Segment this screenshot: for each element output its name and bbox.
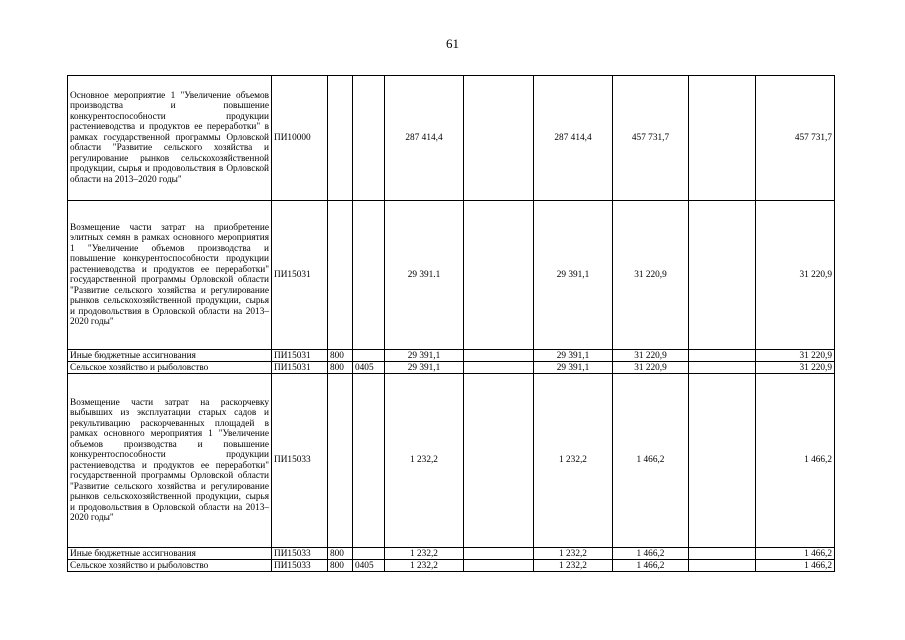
target-article-code: ПИ15031 — [272, 201, 328, 350]
page-number: 61 — [446, 36, 459, 51]
amount-cell: 1 466,2 — [756, 374, 835, 548]
row-name: Возмещение части затрат на раскорчевку выбывших из эксплуатации старых садов и рекультивацию раскорчеванных площадей в рамках основного мероприятия 1 "Увеличение объемов производства и повышение конкурентоспособности продукции растениеводства и продуктов ее переработки" государственной программы Орловской области "Развитие сельского хозяйства и регулирование рынков сельскохозяйственной продукции, сырья и продовольствия в Орловской области на 2013–2020 годы" — [68, 374, 272, 548]
section-code — [353, 548, 385, 560]
amount-cell: 31 220,9 — [613, 350, 689, 362]
amount-cell: 1 466,2 — [756, 548, 835, 560]
expense-type-code — [328, 201, 353, 350]
table-row — [68, 374, 835, 548]
target-article-code: ПИ15033 — [272, 374, 328, 548]
budget-table — [67, 75, 835, 572]
table-row — [68, 76, 835, 201]
amount-cell — [464, 362, 534, 374]
amount-cell: 1 232,2 — [385, 560, 464, 572]
amount-cell — [464, 548, 534, 560]
amount-cell: 1 466,2 — [756, 560, 835, 572]
table-row — [68, 560, 835, 572]
amount-cell: 31 220,9 — [613, 362, 689, 374]
amount-cell: 1 466,2 — [613, 548, 689, 560]
amount-cell: 29 391,1 — [385, 350, 464, 362]
amount-cell: 31 220,9 — [756, 201, 835, 350]
section-code — [353, 374, 385, 548]
expense-type-code: 800 — [328, 362, 353, 374]
amount-cell: 1 232,2 — [534, 548, 613, 560]
amount-cell: 29 391,1 — [534, 350, 613, 362]
expense-type-code: 800 — [328, 350, 353, 362]
amount-cell — [689, 350, 756, 362]
amount-cell: 457 731,7 — [756, 76, 835, 201]
section-code — [353, 350, 385, 362]
target-article-code: ПИ10000 — [272, 76, 328, 201]
amount-cell: 29 391,1 — [534, 201, 613, 350]
amount-cell — [464, 201, 534, 350]
amount-cell: 287 414,4 — [385, 76, 464, 201]
amount-cell: 31 220,9 — [756, 362, 835, 374]
row-name: Возмещение части затрат на приобретение элитных семян в рамках основного мероприятия 1 "Увеличение объемов производства и повышение конкурентоспособности продукции растениеводства и продуктов ее переработки" государственной программы Орловской области "Развитие сельского хозяйства и регулирование рынков сельскохозяйственной продукции, сырья и продовольствия в Орловской области на 2013–2020 годы" — [68, 201, 272, 350]
amount-cell — [464, 76, 534, 201]
expense-type-code — [328, 76, 353, 201]
amount-cell: 29 391,1 — [534, 362, 613, 374]
table-row — [68, 362, 835, 374]
row-name: Сельское хозяйство и рыболовство — [68, 362, 272, 374]
row-name: Основное мероприятие 1 "Увеличение объемов производства и повышение конкурентоспособности продукции растениеводства и продуктов ее переработки" в рамках государственной программы Орловской области "Развитие сельского хозяйства и регулирование рынков сельскохозяйственной продукции, сырья и продовольствия в Орловской области на 2013–2020 годы" — [68, 76, 272, 201]
amount-cell: 1 232,2 — [385, 548, 464, 560]
section-code — [353, 201, 385, 350]
target-article-code: ПИ15031 — [272, 362, 328, 374]
table-row — [68, 350, 835, 362]
section-code: 0405 — [353, 560, 385, 572]
amount-cell: 1 232,2 — [534, 374, 613, 548]
table-row — [68, 201, 835, 350]
amount-cell — [464, 560, 534, 572]
row-name: Иные бюджетные ассигнования — [68, 350, 272, 362]
section-code: 0405 — [353, 362, 385, 374]
amount-cell — [464, 374, 534, 548]
amount-cell: 287 414,4 — [534, 76, 613, 201]
table-row — [68, 548, 835, 560]
amount-cell — [689, 76, 756, 201]
row-name: Сельское хозяйство и рыболовство — [68, 560, 272, 572]
amount-cell — [689, 560, 756, 572]
amount-cell: 1 232,2 — [385, 374, 464, 548]
target-article-code: ПИ15031 — [272, 350, 328, 362]
amount-cell: 31 220,9 — [613, 201, 689, 350]
amount-cell — [689, 374, 756, 548]
amount-cell: 29 391,1 — [385, 362, 464, 374]
amount-cell: 457 731,7 — [613, 76, 689, 201]
amount-cell: 1 466,2 — [613, 560, 689, 572]
expense-type-code: 800 — [328, 548, 353, 560]
section-code — [353, 76, 385, 201]
amount-cell: 1 232,2 — [534, 560, 613, 572]
amount-cell — [689, 362, 756, 374]
expense-type-code — [328, 374, 353, 548]
amount-cell — [689, 201, 756, 350]
expense-type-code: 800 — [328, 560, 353, 572]
target-article-code: ПИ15033 — [272, 548, 328, 560]
row-name: Иные бюджетные ассигнования — [68, 548, 272, 560]
amount-cell: 29 391.1 — [385, 201, 464, 350]
amount-cell — [689, 548, 756, 560]
amount-cell: 1 466,2 — [613, 374, 689, 548]
target-article-code: ПИ15033 — [272, 560, 328, 572]
amount-cell — [464, 350, 534, 362]
amount-cell: 31 220,9 — [756, 350, 835, 362]
